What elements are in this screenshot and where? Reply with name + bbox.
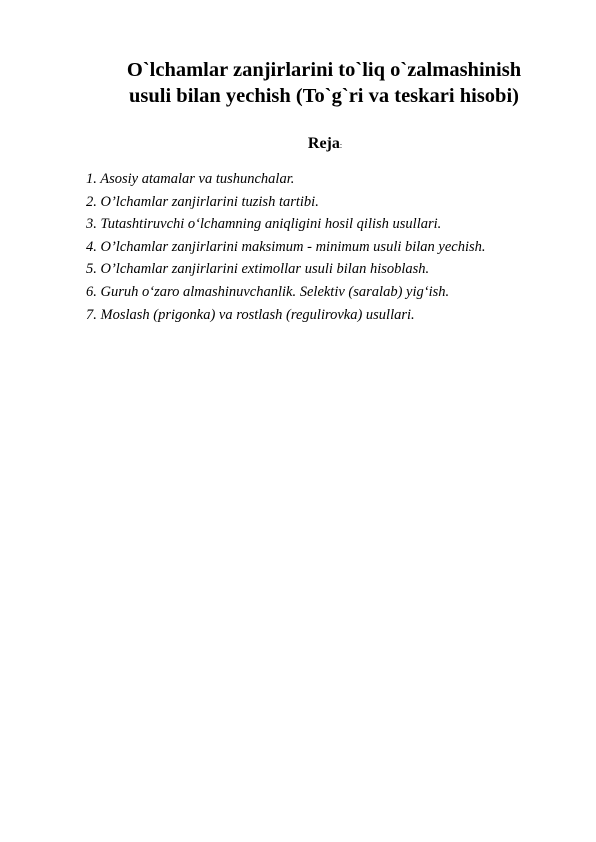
plan-item-4: 4. O’lchamlar zanjirlarini maksimum - minimum usuli bilan yechish. <box>86 238 486 255</box>
document-title-line-1: O`lchamlar zanjirlarini to`liq o`zalmashinish <box>126 59 522 81</box>
plan-heading <box>0 134 596 156</box>
plan-item-2: 2. O’lchamlar zanjirlarini tuzish tartibi. <box>86 193 319 210</box>
plan-item-5: 5. O’lchamlar zanjirlarini extimollar usuli bilan hisoblash. <box>86 261 430 278</box>
document-title <box>80 57 568 109</box>
plan-item-6: 6. Guruh o‘zaro almashinuvchanlik. Selektiv (saralab) yig‘ish. <box>86 283 450 300</box>
plan-item-1: 1. Asosiy atamalar va tushunchalar. <box>86 171 295 187</box>
plan-list <box>86 170 486 328</box>
plan-item-7: 7. Moslash (prigonka) va rostlash (regulirovka) usullari. <box>86 306 415 323</box>
document-title-line-2: usuli bilan yechish (To`g`ri va teskari hisobi) <box>129 85 519 107</box>
plan-heading-colon: : <box>339 141 343 150</box>
plan-item-3: 3. Tutashtiruvchi o‘lchamning aniqligini hosil qilish usullari. <box>86 216 442 233</box>
plan-heading-text: Reja <box>307 135 340 152</box>
